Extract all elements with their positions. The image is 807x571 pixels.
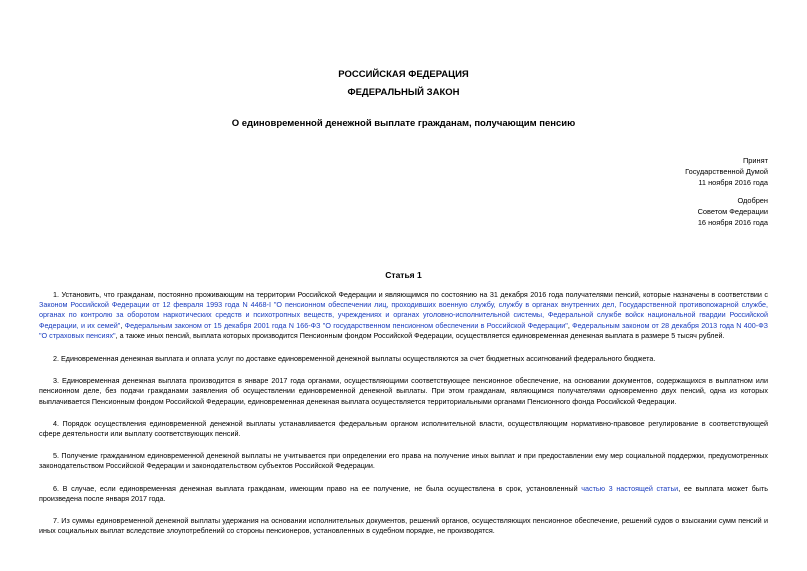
law-title: О единовременной денежной выплате гражданам, получающим пенсию	[231, 118, 576, 129]
approval-block	[698, 195, 768, 228]
article-body	[39, 290, 768, 536]
paragraph-1-text-b: ,	[120, 320, 125, 330]
adopted-label: Принят	[742, 156, 768, 165]
link-law-400-fz[interactable]: Федеральным законом от 28 декабря 2013 года N 400-ФЗ "О страховых пенсиях"	[39, 320, 769, 340]
link-law-4468-1[interactable]: Законом Российской Федерации от 12 февраля 1993 года N 4468-I "О пенсионном обеспечении лиц, проходивших военную службу, службу в органах внутренних дел, Государственной противопожарной службе, органах по контролю за оборотом наркотических средств и психотропных веществ, учреждениях и органах уголовно-исполнительной системы, Федеральной службе войск национальной гвардии Российской Федерации, и их семей"	[39, 300, 768, 330]
country-heading: РОССИЙСКАЯ ФЕДЕРАЦИЯ	[338, 69, 469, 80]
document-type-heading: ФЕДЕРАЛЬНЫЙ ЗАКОН	[347, 87, 460, 98]
paragraph-7: 7. Из суммы единовременной денежной выплаты удержания на основании исполнительных документов, решений органов, осуществляющих пенсионное обеспечение, решений судов о взыскании сумм пенсий и иных социальных выплат вследствие злоупотреблений со стороны пенсионеров, установленных в судебном порядке, не производятся.	[39, 516, 768, 536]
approved-label: Одобрен	[737, 196, 768, 205]
adoption-block	[685, 155, 768, 188]
paragraph-1	[39, 290, 768, 341]
link-part-3[interactable]: частью 3 настоящей статьи	[581, 483, 679, 493]
paragraph-1-text-d: , а также иных пенсий, выплата которых производится Пенсионным фондом Российской Федерации, осуществляется единовременная денежная выплата в размере 5 тысяч рублей.	[115, 330, 725, 340]
paragraph-1-text-c: ,	[567, 320, 573, 330]
paragraph-6-text-b: , ее выплата может быть произведена после января 2017 года.	[39, 483, 768, 503]
approved-body: Советом Федерации	[697, 207, 768, 216]
paragraph-6	[39, 484, 768, 504]
article-title: Статья 1	[385, 270, 422, 280]
paragraph-2: 2. Единовременная денежная выплата и оплата услуг по доставке единовременной денежной выплаты осуществляются за счет бюджетных ассигнований федерального бюджета.	[53, 354, 656, 364]
paragraph-4: 4. Порядок осуществления единовременной денежной выплаты устанавливается федеральным органом исполнительной власти, осуществляющим нормативно-правовое регулирование в соответствующей сфере деятельности или выплату соответствующих пенсий.	[39, 418, 768, 439]
link-law-166-fz[interactable]: Федеральным законом от 15 декабря 2001 года N 166-ФЗ "О государственном пенсионном обеспечении в Российской Федерации"	[124, 320, 568, 330]
paragraph-6-text-a: 6. В случае, если единовременная денежная выплата гражданам, имеющим право на ее получение, не была осуществлена в срок, установленный	[53, 483, 582, 493]
adopted-date: 11 ноября 2016 года	[698, 178, 768, 187]
paragraph-3: 3. Единовременная денежная выплата производится в январе 2017 года органами, осуществляющими соответствующее пенсионное обеспечение, на основании документов, содержащихся в выплатном или пенсионном деле, без подачи гражданами заявления об осуществлении единовременной денежной выплаты. При этом гражданам, являющимся получателями одновременно двух пенсий, одна из которых выплачивается Пенсионным фондом Российской Федерации, единовременная денежная выплата осуществляется территориальными органами Пенсионного фонда Российской Федерации.	[39, 376, 768, 406]
paragraph-1-text-a: 1. Установить, что гражданам, постоянно проживающим на территории Российской Федерации и являющимся по состоянию на 31 декабря 2016 года получателями пенсий, которые назначены в соответствии с	[53, 290, 768, 299]
adopted-body: Государственной Думой	[685, 167, 768, 176]
paragraph-5: 5. Получение гражданином единовременной денежной выплаты не учитывается при определении его права на получение иных выплат и при предоставлении ему мер социальной поддержки, предусмотренных законодательством Российской Федерации и законодательством субъектов Российской Федерации.	[39, 451, 768, 471]
approved-date: 16 ноября 2016 года	[697, 218, 768, 227]
